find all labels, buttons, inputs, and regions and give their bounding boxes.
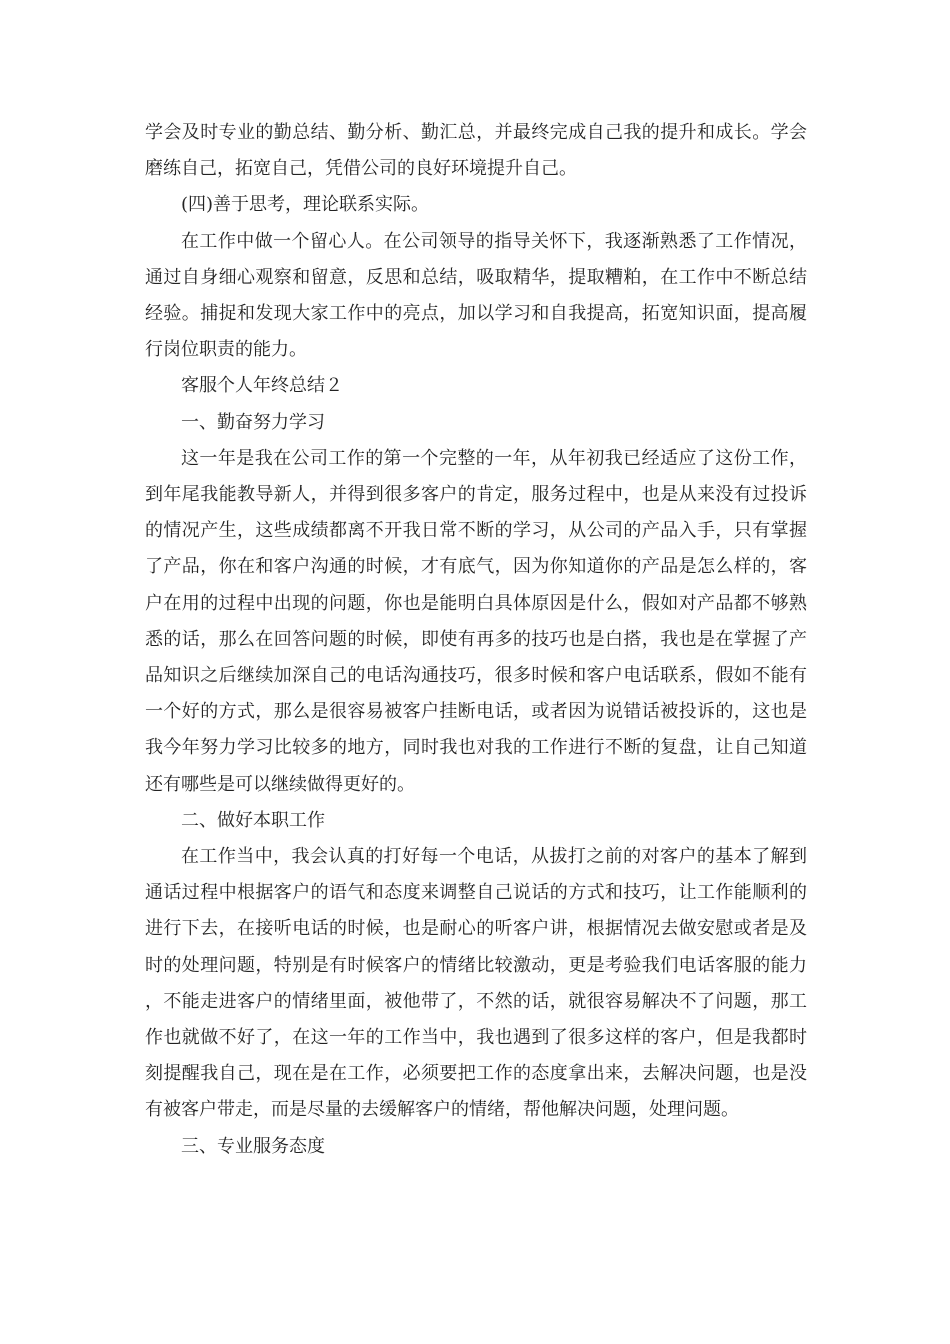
heading-do-job-well: 二、做好本职工作 [181,809,325,831]
heading-summary-2: 客服个人年终总结２ [181,375,343,397]
heading-study-hard: 一、勤奋努力学习 [181,411,325,433]
paragraph-growth-summary: 学会及时专业的勤总结、勤分析、勤汇总，并最终完成自己我的提升和成长。学会磨练自己，拓宽自己，凭借公司的良好环境提升自己。 [145,122,807,180]
paragraph-study-hard: 这一年是我在公司工作的第一个完整的一年，从年初我已经适应了这份工作，到年尾我能教导新人，并得到很多客户的肯定，服务过程中，也是从来没有过投诉的情况产生，这些成绩都离不开我日常不断的学习，从公司的产品入手，只有掌握了产品，你在和客户沟通的时候，才有底气，因为你知道你的产品是怎么样的，客户在用的过程中出现的问题，你也是能明白具体原因是什么，假如对产品都不够熟悉的话，那么在回答问题的时候，即使有再多的技巧也是白搭，我也是在掌握了产品知识之后继续加深自己的电话沟通技巧，很多时候和客户电话联系，假如不能有一个好的方式，那么是很容易被客户挂断电话，或者因为说错话被投诉的，这也是我今年努力学习比较多的地方，同时我也对我的工作进行不断的复盘，让自己知道还有哪些是可以继续做得更好的。 [145,447,807,795]
heading-service-attitude: 三、专业服务态度 [181,1135,325,1157]
heading-section-four: (四)善于思考，理论联系实际。 [181,194,430,216]
document-body [145,115,807,1165]
paragraph-do-job-well: 在工作当中，我会认真的打好每一个电话，从拔打之前的对客户的基本了解到通话过程中根据客户的语气和态度来调整自己说话的方式和技巧，让工作能顺利的进行下去，在接听电话的时候，也是耐心的听客户讲，根据情况去做安慰或者是及时的处理问题，特别是有时候客户的情绪比较激动，更是考验我们电话客服的能力，不能走进客户的情绪里面，被他带了，不然的话，就很容易解决不了问题，那工作也就做不好了，在这一年的工作当中，我也遇到了很多这样的客户，但是我都时刻提醒我自己，现在是在工作，必须要把工作的态度拿出来，去解决问题，也是没有被客户带走，而是尽量的去缓解客户的情绪，帮他解决问题，处理问题。 [145,846,807,1121]
paragraph-attentive-work: 在工作中做一个留心人。在公司领导的指导关怀下，我逐渐熟悉了工作情况，通过自身细心观察和留意，反思和总结，吸取精华，提取糟粕，在工作中不断总结经验。捕捉和发现大家工作中的亮点，加以学习和自我提高，拓宽知识面，提高履行岗位职责的能力。 [145,230,807,361]
